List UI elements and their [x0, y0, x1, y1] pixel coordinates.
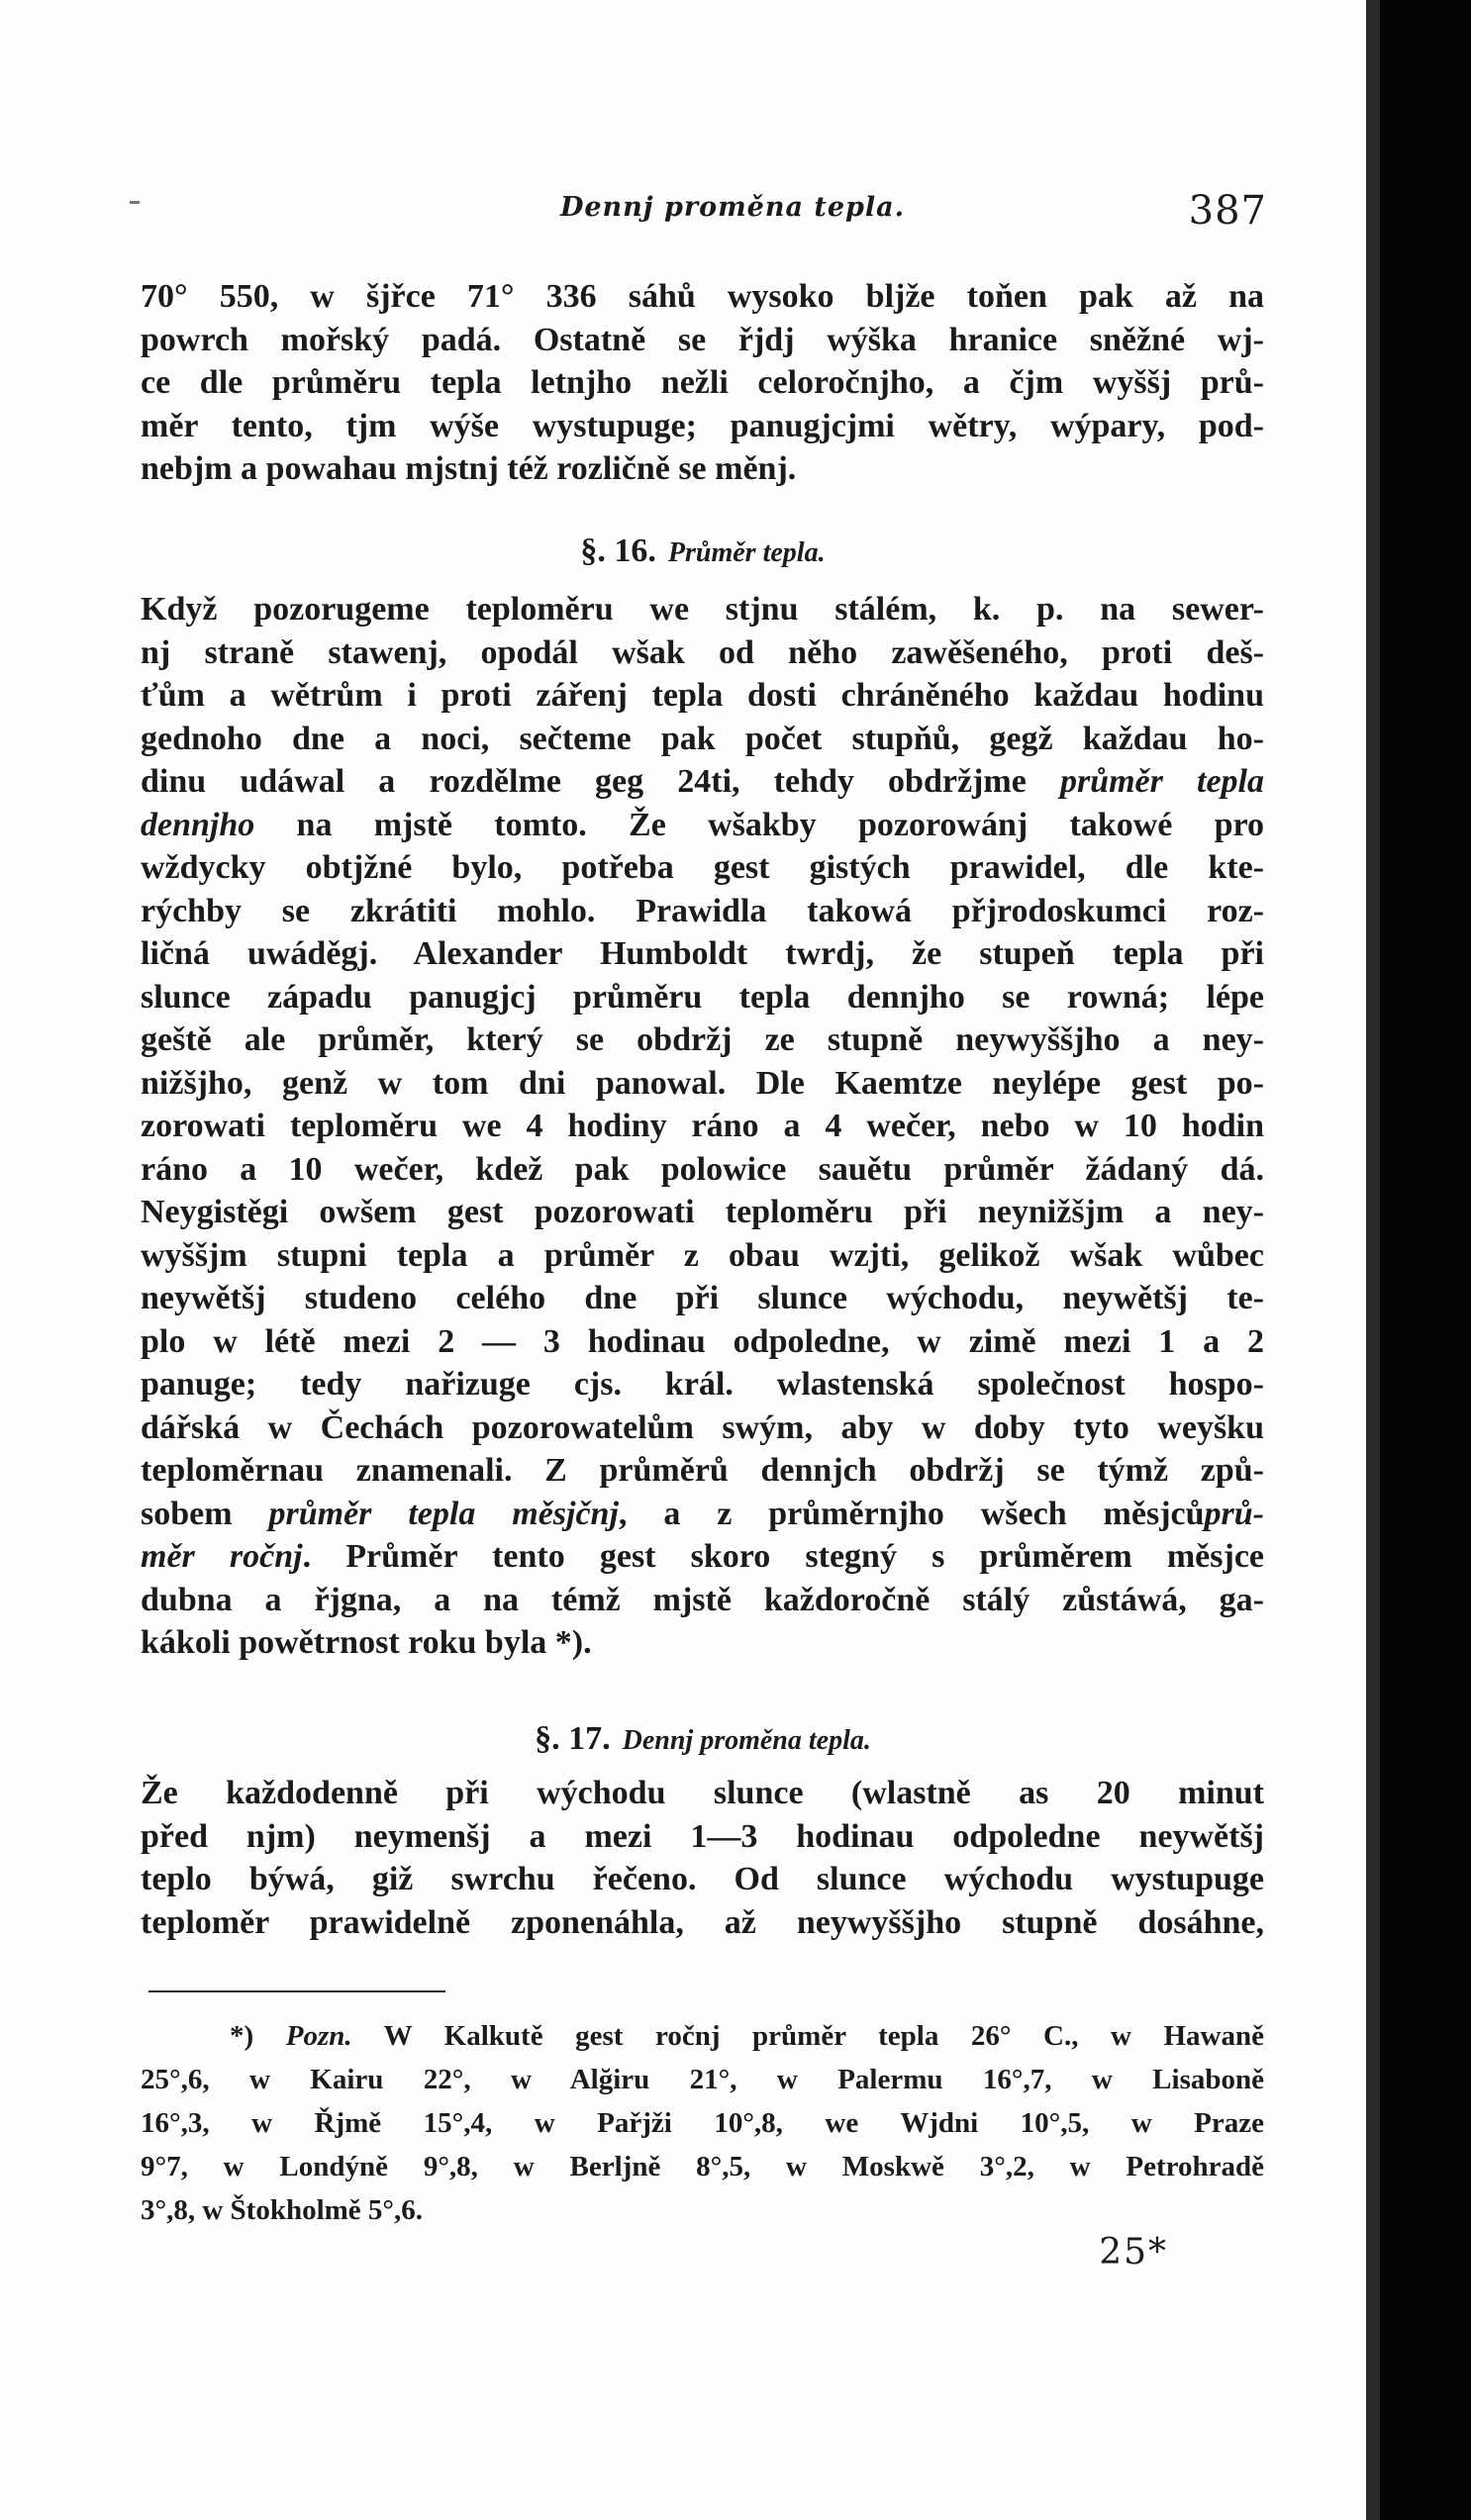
- footnote-line: 25°,6, w Kairu 22°, w Alğiru 21°, w Palermu 16°,7, w Lisaboně: [141, 2064, 1264, 2095]
- text-fragment: , a z průměrnjho wšech měsjců: [618, 1495, 1205, 1532]
- paragraph-1: [141, 275, 1264, 491]
- section-mark: §. 17.: [535, 1720, 611, 1757]
- footnote-line: [141, 2014, 1264, 2058]
- section-mark: §. 16.: [580, 533, 656, 569]
- scan-border-shade: [1366, 0, 1380, 2520]
- text-line: geště ale průměr, který se obdržj ze stupně neywyššjho a ney-: [141, 1021, 1264, 1058]
- text-line: rýchby se zkrátiti mohlo. Prawidla takowá přjrodoskumci roz-: [141, 892, 1264, 929]
- footnote-label: Pozn.: [285, 2020, 352, 2052]
- section-title: Průměr tepla.: [667, 537, 826, 568]
- text-line: gednoho dne a noci, sečteme pak počet stupňů, gegž každau ho-: [141, 720, 1264, 757]
- emphasis-term: průměr tepla měsjčnj: [268, 1495, 619, 1532]
- emphasis-term: průměr tepla: [1059, 763, 1264, 800]
- text-line: plo w létě mezi 2 — 3 hodinau odpoledne, w zimě mezi 1 a 2: [141, 1322, 1264, 1360]
- text-line: dubna a řjgna, a na témž mjstě každoročně stálý zůstáwá, ga-: [141, 1581, 1264, 1618]
- text-line: wyššjm stupni tepla a průměr z obau wzjti, gelikož wšak wůbec: [141, 1236, 1264, 1274]
- paragraph-2: [141, 588, 1264, 1665]
- text-line: ráno a 10 wečer, kdež pak polowice sauětu průměr žádaný dá.: [141, 1150, 1264, 1188]
- footnote-divider: [148, 1990, 445, 1992]
- text-line: teploměrnau znamenali. Z průměrů dennjch obdržj se týmž způ-: [141, 1452, 1264, 1489]
- text-fragment: sobem: [141, 1495, 233, 1532]
- text-line: [141, 760, 1264, 804]
- section-16-heading: [139, 533, 1267, 570]
- emphasis-term: měr ročnj: [141, 1538, 303, 1575]
- text-line: ťům a wětrům i proti zářenj tepla dosti chráněného každau hodinu: [141, 677, 1264, 714]
- text-line: neywětšj studeno celého dne při slunce wýchodu, neywětšj te-: [141, 1280, 1264, 1316]
- paragraph-3: [141, 1772, 1264, 1944]
- text-line: nebjm a powahau mjstnj též rozličně se měnj.: [141, 450, 797, 487]
- footnote: [141, 2014, 1264, 2232]
- text-line: ličná uwáděgj. Alexander Humboldt twrdj, že stupeň tepla při: [141, 935, 1264, 972]
- text-line: Že každodenně při wýchodu slunce (wlastně as 20 minut: [141, 1775, 1264, 1811]
- text-fragment: dinu udáwal a rozdělme geg 24ti, tehdy obdržjme: [141, 763, 1027, 800]
- text-line: nižšjho, genž w tom dni panowal. Dle Kaemtze neylépe gest po-: [141, 1064, 1264, 1102]
- text-line: [141, 1535, 1264, 1579]
- section-title: Dennj proměna tepla.: [622, 1725, 871, 1756]
- section-17-heading: [139, 1720, 1267, 1758]
- footnote-line: 16°,3, w Řjmě 15°,4, w Pařjži 10°,8, we Wjdni 10°,5, w Praze: [141, 2107, 1264, 2139]
- text-line: měr tento, tjm wýše wystupuge; panugjcjmi wětry, wýpary, pod-: [141, 407, 1264, 444]
- text-line: teploměr prawidelně zponenáhla, až neywyššjho stupně dosáhne,: [141, 1903, 1264, 1941]
- text-line: před njm) neymenšj a mezi 1—3 hodinau odpoledne neywětšj: [141, 1817, 1264, 1855]
- text-fragment: W Kalkutě gest ročnj průměr tepla 26° C., w Hawaně: [383, 2020, 1265, 2052]
- text-line: slunce západu panugjcj průměru tepla dennjho se rowná; lépe: [141, 978, 1264, 1016]
- footnote-marker: *): [230, 2020, 254, 2052]
- footnote-line: 3°,8, w Štokholmě 5°,6.: [141, 2194, 424, 2226]
- text-line: [141, 1493, 1264, 1536]
- text-line: kákoli powětrnost roku byla *).: [141, 1624, 592, 1661]
- text-line: [141, 804, 1264, 847]
- scan-border: [1366, 0, 1471, 2520]
- running-head-title: Dennj proměna tepla.: [559, 192, 906, 223]
- text-line: 70° 550, w šjřce 71° 336 sáhů wysoko bljže toňen pak až na: [141, 278, 1264, 315]
- footnote-line: 9°7, w Londýně 9°,8, w Berljně 8°,5, w Moskwě 3°,2, w Petrohradě: [141, 2151, 1264, 2182]
- emphasis-term: prů-: [1204, 1495, 1264, 1532]
- text-line: panuge; tedy nařizuge cjs. král. wlastenská společnost hospo-: [141, 1366, 1264, 1403]
- text-line: wždycky obtjžné bylo, potřeba gest gistých prawidel, dle kte-: [141, 849, 1264, 886]
- emphasis-term: dennjho: [141, 806, 255, 843]
- text-line: teplo býwá, giž swrchu řečeno. Od slunce wýchodu wystupuge: [141, 1861, 1264, 1897]
- signature-mark: 25*: [1099, 2232, 1168, 2273]
- text-line: powrch mořský padá. Ostatně se řjdj wýška hranice sněžné wj-: [141, 321, 1264, 358]
- text-line: Neygistěgi owšem gest pozorowati teploměru při neynižšjm a ney-: [141, 1194, 1264, 1230]
- page-number: 387: [1188, 188, 1267, 234]
- text-line: ce dle průměru tepla letnjho nežli celoročnjho, a čjm wyššj prů-: [141, 364, 1264, 401]
- text-line: nj straně stawenj, opodál wšak od něho zawěšeného, proti deš-: [141, 633, 1264, 671]
- text-line: dářská w Čechách pozorowatelům swým, aby w doby tyto weyšku: [141, 1408, 1264, 1446]
- running-head: [139, 188, 1267, 238]
- text-line: Když pozorugeme teploměru we stjnu stálém, k. p. na sewer-: [141, 591, 1264, 628]
- text-line: zorowati teploměru we 4 hodiny ráno a 4 wečer, nebo w 10 hodin: [141, 1108, 1264, 1144]
- text-fragment: na mjstě tomto. Že wšakby pozorowánj takowé pro: [296, 806, 1265, 843]
- text-fragment: . Průměr tento gest skoro stegný s průměrem měsjce: [302, 1538, 1264, 1575]
